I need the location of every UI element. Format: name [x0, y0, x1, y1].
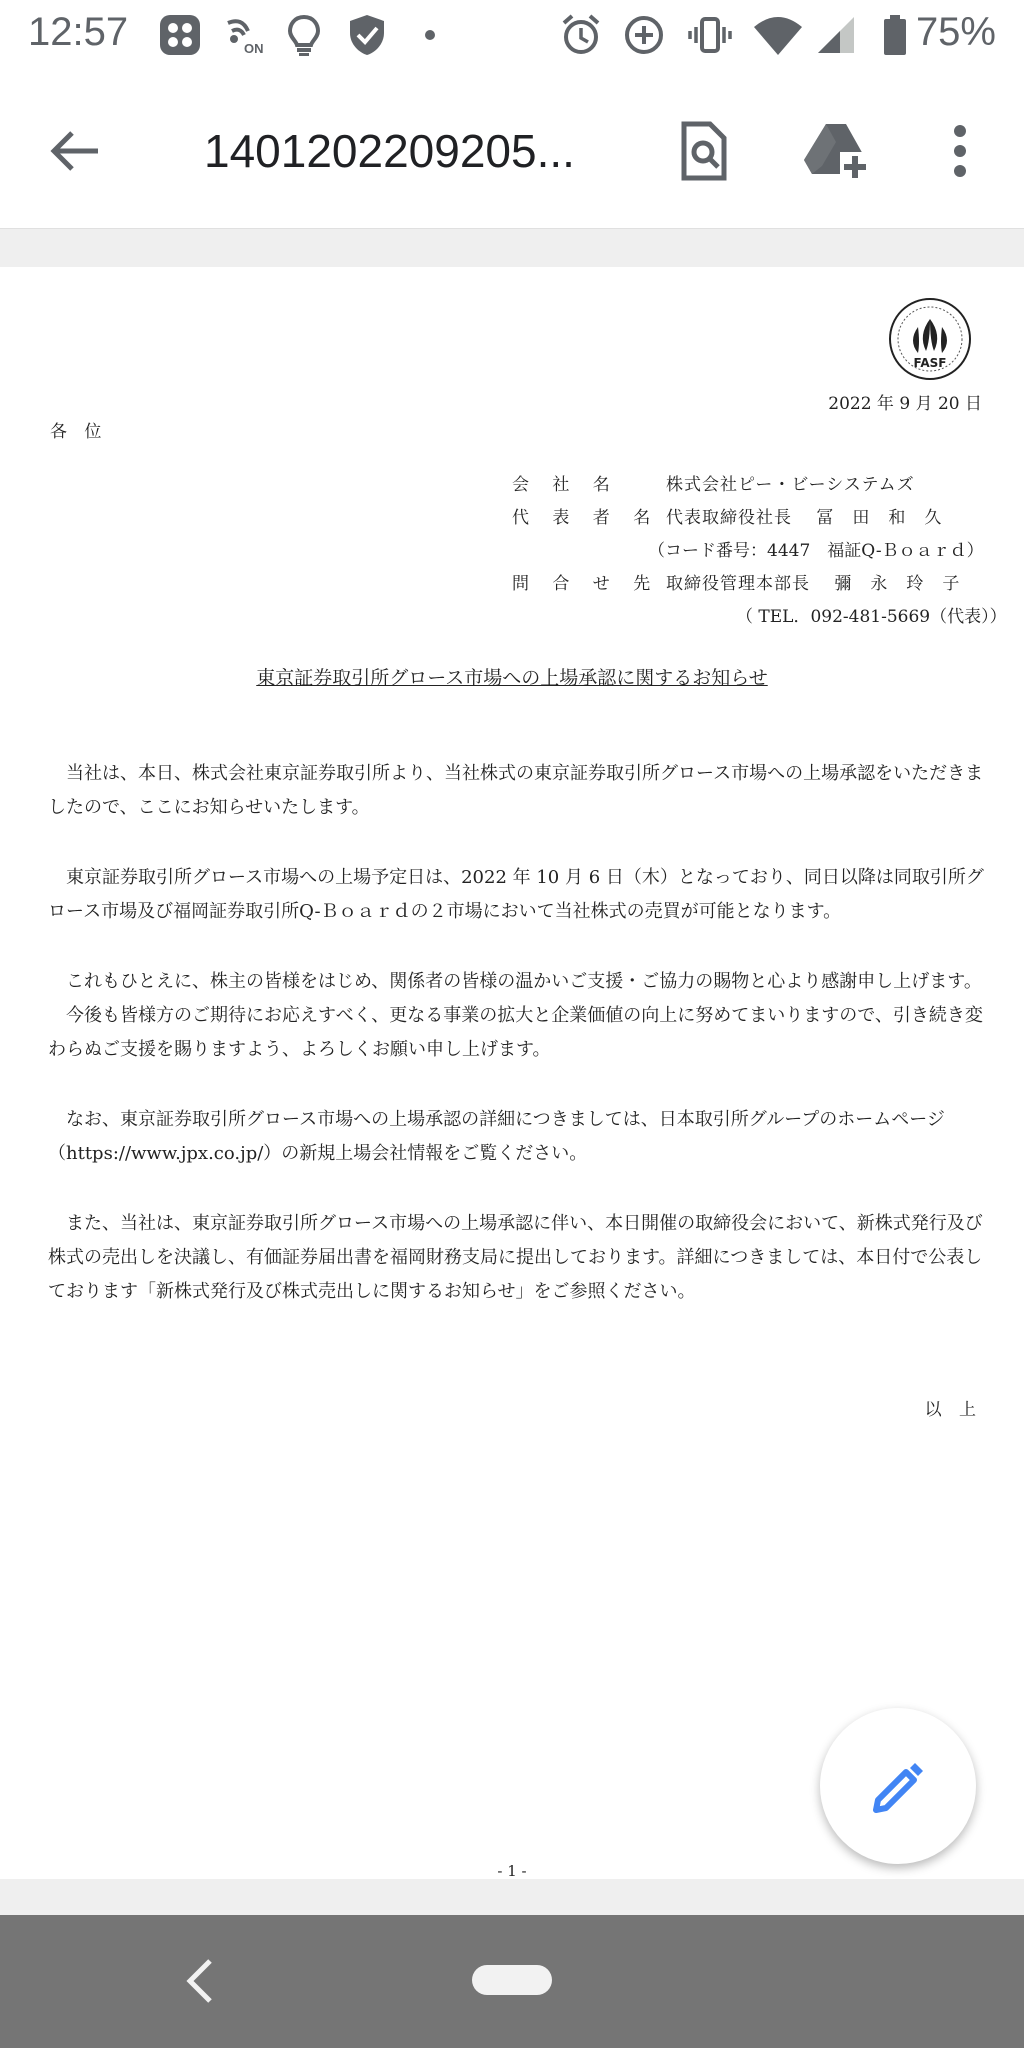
company-value: 株式会社ピー・ビーシステムズ — [666, 475, 915, 495]
document-viewer[interactable] — [0, 229, 1024, 1915]
add-to-drive-icon[interactable] — [800, 115, 872, 187]
seal-label: FASF — [913, 356, 947, 370]
find-in-page-icon[interactable] — [668, 115, 740, 187]
nav-back-icon[interactable] — [170, 1951, 230, 2011]
paragraph-5: なお、東京証券取引所グロース市場への上場承認の詳細につきましては、日本取引所グループのホームページ（https://www.jpx.co.jp/）の新規上場会社情報をご覧ください。 — [48, 1109, 945, 1164]
representative-row — [512, 502, 982, 535]
company-key: 会 社 名 — [512, 475, 619, 495]
nfc-on-label: ON — [244, 41, 264, 56]
wifi-icon — [752, 12, 804, 58]
code-line: （コード番号：4447 福証Q-Ｂｏａｒｄ） — [648, 541, 984, 561]
data-saver-icon — [622, 12, 666, 58]
document-addressee: 各 位 — [50, 422, 108, 442]
arrow-back-icon[interactable] — [40, 115, 112, 187]
contact-value: 取締役管理本部長 彌 永 玲 子 — [666, 574, 961, 594]
document-heading-text: 東京証券取引所グロース市場への上場承認に関するお知らせ — [256, 667, 768, 689]
nfc-on-icon — [222, 12, 268, 58]
contact-key: 問 合 せ 先 — [512, 574, 660, 594]
document-date: 2022 年 9 月 20 日 — [828, 394, 982, 414]
nav-home-pill[interactable] — [472, 1965, 552, 1995]
document-page — [0, 267, 1024, 1879]
document-heading — [0, 663, 1024, 690]
paragraph-6: また、当社は、東京証券取引所グロース市場への上場承認に伴い、本日開催の取締役会において、新株式発行及び株式の売出しを決議し、有価証券届出書を福岡財務支局に提出しております。詳細につきましては、本日付で公表しております「新株式発行及び株式売出しに関するお知らせ」をご参照ください。 — [48, 1213, 983, 1302]
representative-key: 代 表 者 名 — [512, 508, 660, 528]
document-title: 1401202209205... — [204, 125, 575, 177]
battery-icon — [882, 12, 908, 58]
tel-line: （ TEL．092-481-5669（代表）） — [736, 607, 1007, 627]
lightbulb-icon — [286, 12, 322, 58]
edit-fab-button[interactable] — [820, 1708, 976, 1864]
shield-check-icon — [346, 12, 388, 58]
app-toolbar — [0, 70, 1024, 229]
grid-app-icon — [158, 12, 202, 58]
system-nav-bar — [0, 1915, 1024, 2048]
dot-icon — [422, 12, 438, 58]
contact-row — [512, 568, 982, 601]
representative-value: 代表取締役社長 冨 田 和 久 — [666, 508, 943, 528]
company-row — [512, 469, 982, 502]
paragraph-1: 当社は、本日、株式会社東京証券取引所より、当社株式の東京証券取引所グロース市場への上場承認をいただきましたので、ここにお知らせいたします。 — [48, 763, 984, 818]
company-info-block — [512, 469, 1007, 634]
status-time: 12:57 — [28, 10, 129, 54]
document-body — [48, 757, 986, 1345]
status-bar — [0, 0, 1024, 70]
page-number: - 1 - — [497, 1862, 527, 1880]
paragraph-2: 東京証券取引所グロース市場への上場予定日は、2022 年 10 月 6 日（木）となっており、同日以降は同取引所グロース市場及び福岡証券取引所Q-Ｂｏａｒｄの２市場において当社株式の売買が可能となります。 — [48, 867, 984, 922]
signal-icon — [814, 12, 858, 58]
alarm-icon — [560, 12, 602, 58]
edit-pencil-icon — [868, 1756, 928, 1816]
paragraph-3: これもひとえに、株主の皆様をはじめ、関係者の皆様の温かいご支援・ご協力の賜物と心より感謝申し上げます。 — [66, 971, 982, 992]
more-vert-icon[interactable] — [924, 115, 996, 187]
fasf-seal-logo — [888, 297, 972, 381]
vibrate-icon — [688, 12, 732, 58]
battery-percent: 75% — [915, 10, 996, 54]
paragraph-4: 今後も皆様方のご期待にお応えすべく、更なる事業の拡大と企業価値の向上に努めてまいりますので、引き続き変わらぬご支援を賜りますよう、よろしくお願い申し上げます。 — [48, 1005, 983, 1060]
document-closing: 以 上 — [924, 1400, 982, 1420]
